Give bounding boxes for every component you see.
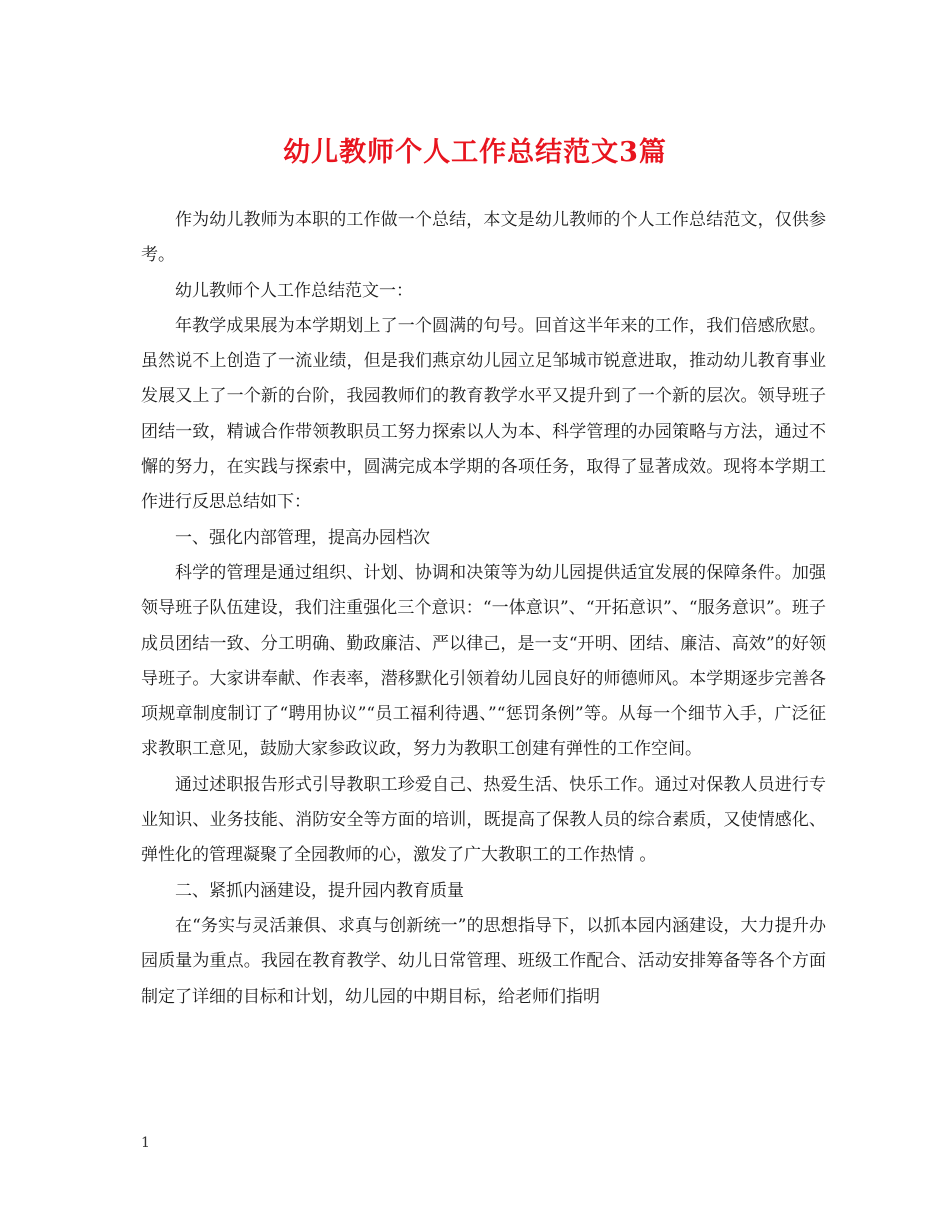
- section-heading-management: 一、强化内部管理，提高办园档次: [175, 527, 430, 548]
- training-paragraph: 通过述职报告形式引导教职工珍爱自己、热爱生活、快乐工作。通过对保教人员进行专业知识、业务技能、消防安全等方面的培训，既提高了保教人员的综合素质，又使情感化、弹性化的管理凝聚了全园教师的心，激发了广大教职工的工作热情 。: [141, 774, 826, 866]
- quality-paragraph: 在“务实与灵活兼俱、求真与创新统一”的思想指导下，以抓本园内涵建设，大力提升办园质量为重点。我园在教育教学、幼儿日常管理、班级工作配合、活动安排筹备等各个方面制定了详细的目标和计划，幼儿园的中期目标，给老师们指明: [141, 915, 826, 1007]
- management-paragraph: 科学的管理是通过组织、计划、协调和决策等为幼儿园提供适宜发展的保障条件。加强领导班子队伍建设，我们注重强化三个意识：“一体意识”、“开拓意识”、“服务意识”。班子成员团结一致、分工明确、勤政廉洁、严以律己，是一支“开明、团结、廉洁、高效”的好领导班子。大家讲奉献、作表率，潜移默化引领着幼儿园良好的师德师风。本学期逐步完善各项规章制度制订了“聘用协议”“员工福利待遇、”“惩罚条例”等。从每一个细节入手，广泛征求教职工意见，鼓励大家参政议政，努力为教职工创建有弹性的工作空间。: [141, 562, 826, 760]
- summary-paragraph: 年教学成果展为本学期划上了一个圆满的句号。回首这半年来的工作，我们倍感欣慰。虽然说不上创造了一流业绩，但是我们燕京幼儿园立足邹城市锐意进取，推动幼儿教育事业发展又上了一个新的台阶，我园教师们的教育教学水平又提升到了一个新的层次。领导班子团结一致，精诚合作带领教职员工努力探索以人为本、科学管理的办园策略与方法，通过不懈的努力，在实践与探索中，圆满完成本学期的各项任务，取得了显著成效。现将本学期工作进行反思总结如下：: [141, 315, 826, 513]
- section-heading-sample-one: 幼儿教师个人工作总结范文一：: [175, 280, 413, 301]
- document-title: 幼儿教师个人工作总结范文3篇: [283, 137, 667, 168]
- document-body: [141, 203, 826, 1015]
- section-heading-quality: 二、紧抓内涵建设，提升园内教育质量: [175, 880, 464, 901]
- page-number: 1: [141, 1135, 150, 1151]
- intro-paragraph: 作为幼儿教师为本职的工作做一个总结，本文是幼儿教师的个人工作总结范文，仅供参考。: [141, 210, 826, 266]
